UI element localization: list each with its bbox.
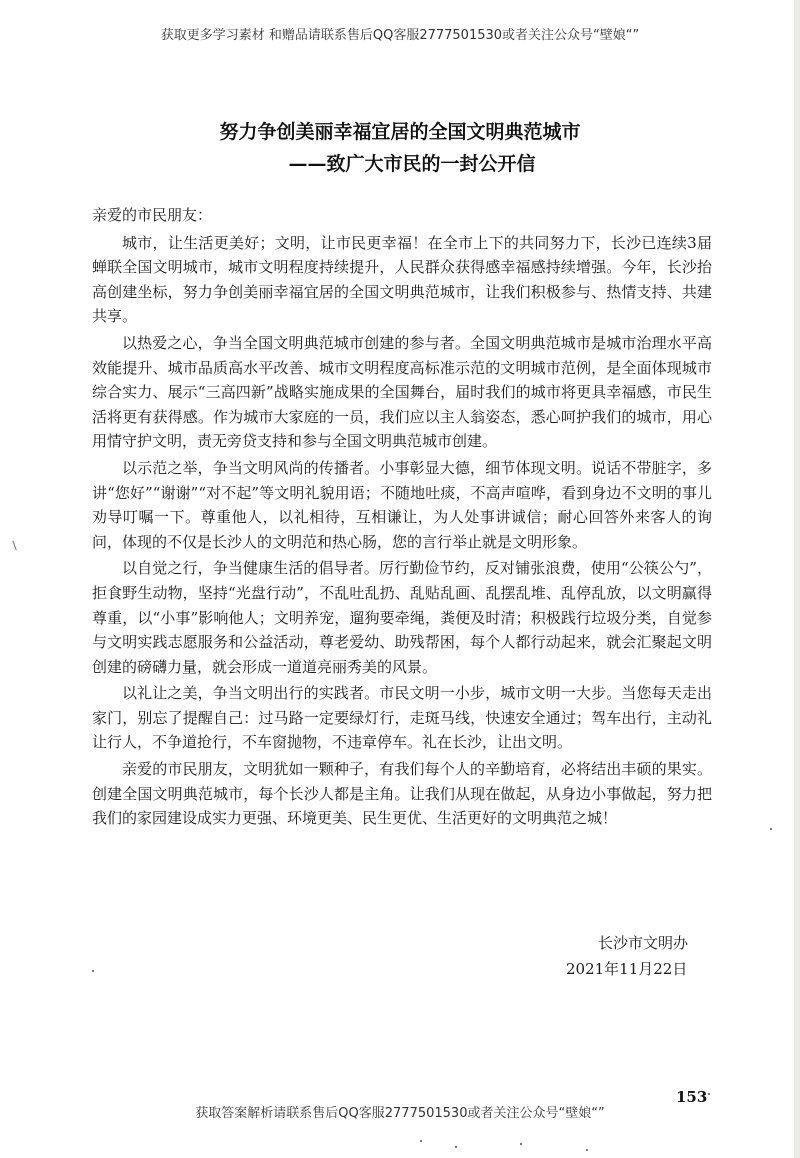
paragraph-2: 以热爱之心，争当全国文明典范城市创建的参与者。全国文明典范城市是城市治理水平高效能提升、城市品质高水平改善、城市文明程度高标准示范的文明城市范例，是全面体现城市综合实力、展示“三高四新”战略实施成果的全国舞台，届时我们的城市将更具幸福感，市民生活将更有获得感。作为城市大家庭的一员，我们应以主人翁姿态，悉心呵护我们的城市，用心用情守护文明，责无旁贷支持和参与全国文明典范城市创建。: [92, 333, 712, 451]
paragraph-6: 亲爱的市民朋友，文明犹如一颗种子，有我们每个人的辛勤培育，必将结出丰硕的果实。创建全国文明典范城市，每个长沙人都是主角。让我们从现在做起，从身边小事做起，努力把我们的家园建设成实力更强、环境更美、民生更优、生活更好的文明典范之城！: [92, 760, 712, 828]
title-line-1: 努力争创美丽幸福宜居的全国文明典范城市: [219, 121, 581, 143]
letter-title: [0, 116, 800, 180]
margin-mark: [12, 540, 19, 551]
salutation: 亲爱的市民朋友：: [92, 206, 213, 224]
scan-speck: [92, 970, 94, 972]
scan-speck: [708, 1093, 710, 1095]
scan-speck: [420, 1140, 422, 1142]
scan-speck: [770, 828, 772, 830]
paragraph-1: 城市，让生活更美好；文明，让市民更幸福！在全市上下的共同努力下，长沙已连续3届蝉联全国文明城市，城市文明程度持续提升，人民群众获得感幸福感持续增强。今年，长沙抬高创建坐标，努力争创美丽幸福宜居的全国文明典范城市，让我们积极参与、热情支持、共建共享。: [92, 233, 712, 326]
title-line-2: ——致广大市民的一封公开信: [288, 153, 536, 175]
paragraph-5: 以礼让之美，争当文明出行的实践者。市民文明一小步，城市文明一大步。当您每天走出家门，别忘了提醒自己：过马路一定要绿灯行，走斑马线，快速安全通过；驾车出行，主动礼让行人，不争道抢行，不车窗抛物，不违章停车。礼在长沙，让出文明。: [92, 684, 712, 752]
header-note: 获取更多学习素材 和赠品请联系售后QQ客服2777501530或者关注公众号“壁娘“”: [160, 28, 640, 43]
signature-date: 2021年11月22日: [566, 960, 688, 978]
page-number: 153: [676, 1088, 708, 1106]
letter-body: [92, 203, 712, 833]
paragraph-4: 以自觉之行，争当健康生活的倡导者。厉行勤俭节约，反对铺张浪费，使用“公筷公勺”，拒食野生动物，坚持“光盘行动”，不乱吐乱扔、乱贴乱画、乱摆乱堆、乱停乱放，以文明赢得尊重，以“小事”影响他人；文明养宠，遛狗要牵绳，粪便及时清；积极践行垃圾分类，自觉参与文明实践志愿服务和公益活动，尊老爱幼、助残帮困，每个人都行动起来，就会汇聚起文明创建的磅礴力量，就会形成一道道亮丽秀美的风景。: [92, 559, 712, 676]
scan-speck: [520, 1143, 522, 1145]
scan-speck: [455, 1146, 457, 1148]
signature-organization: 长沙市文明办: [598, 934, 689, 952]
scan-speck: [586, 1149, 588, 1151]
paragraph-3: 以示范之举，争当文明风尚的传播者。小事彰显大德，细节体现文明。说话不带脏字，多讲“您好”“谢谢”“对不起”等文明礼貌用语；不随地吐痰，不高声喧哗，看到身边不文明的事儿劝导叮嘱一下。尊重他人，以礼相待，互相谦让，为人处事讲诚信；耐心回答外来客人的询问，体现的不仅是长沙人的文明范和热心肠，您的言行举止就是文明形象。: [92, 458, 712, 551]
footer-note: 获取答案解析请联系售后QQ客服2777501530或者关注公众号“壁娘“”: [195, 1106, 605, 1121]
